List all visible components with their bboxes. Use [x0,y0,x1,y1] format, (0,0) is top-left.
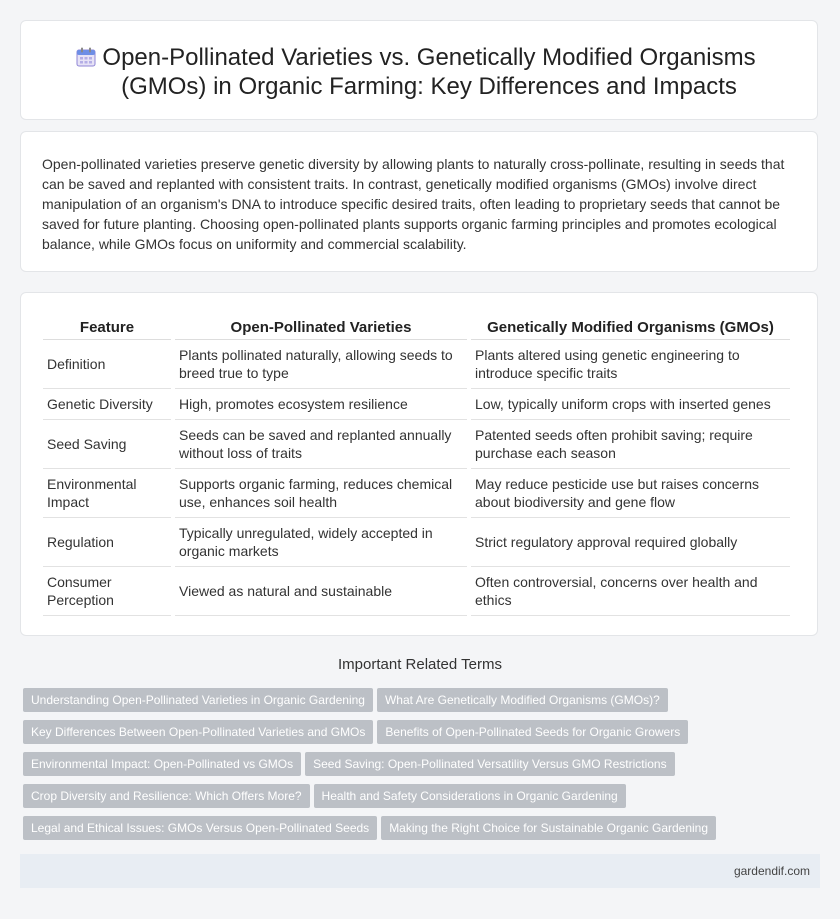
row-gmo-value: Low, typically uniform crops with inserted genes [471,389,790,420]
footer [20,854,820,888]
title-card [20,20,818,120]
row-feature: Definition [43,340,171,389]
row-gmo-value: Patented seeds often prohibit saving; require purchase each season [471,420,790,469]
table-row [43,469,790,518]
row-open-pollinated-value: Supports organic farming, reduces chemical use, enhances soil health [175,469,467,518]
related-terms-list [23,688,823,848]
table-row [43,420,790,469]
footer-site-link[interactable]: gardendif.com [733,864,810,878]
row-open-pollinated-value: Viewed as natural and sustainable [175,567,467,616]
related-term-link[interactable]: Legal and Ethical Issues: GMOs Versus Open-Pollinated Seeds [23,816,377,840]
table-row [43,518,790,567]
table-row [43,567,790,616]
row-gmo-value: Often controversial, concerns over health and ethics [471,567,790,616]
row-open-pollinated-value: High, promotes ecosystem resilience [175,389,467,420]
page-title: Open-Pollinated Varieties vs. Genetically Modified Organisms (GMOs) in Organic Farming: Key Differences and Impacts [102,44,756,100]
related-term-link[interactable]: Understanding Open-Pollinated Varieties in Organic Gardening [23,688,373,712]
related-term-link[interactable]: Environmental Impact: Open-Pollinated vs GMOs [23,752,301,776]
related-term-link[interactable]: Making the Right Choice for Sustainable Organic Gardening [381,816,716,840]
column-header-gmos: Genetically Modified Organisms (GMOs) [471,317,790,340]
row-open-pollinated-value: Plants pollinated naturally, allowing seeds to breed true to type [175,340,467,389]
column-header-open-pollinated: Open-Pollinated Varieties [175,317,467,340]
related-term-link[interactable]: Seed Saving: Open-Pollinated Versatility Versus GMO Restrictions [305,752,675,776]
table-row [43,389,790,420]
row-open-pollinated-value: Typically unregulated, widely accepted in organic markets [175,518,467,567]
row-feature: Environmental Impact [43,469,171,518]
related-terms-heading: Important Related Terms [338,656,502,673]
row-feature: Regulation [43,518,171,567]
intro-card [20,131,818,272]
row-feature: Genetic Diversity [43,389,171,420]
related-term-link[interactable]: Health and Safety Considerations in Organic Gardening [314,784,626,808]
intro-paragraph: Open-pollinated varieties preserve genetic diversity by allowing plants to naturally cross-pollinate, resulting in seeds that can be saved and replanted with consistent traits. In contrast, genetically modified organisms (GMOs) involve direct manipulation of an organism's DNA to introduce specific desired traits, often leading to proprietary seeds that cannot be saved for future planting. Choosing open-pollinated plants supports organic farming principles and promotes ecological balance, while GMOs focus on uniformity and commercial scalability. [42,156,785,252]
comparison-table-card [20,292,818,636]
row-gmo-value: May reduce pesticide use but raises concerns about biodiversity and gene flow [471,469,790,518]
related-term-link[interactable]: What Are Genetically Modified Organisms (GMOs)? [377,688,668,712]
row-gmo-value: Plants altered using genetic engineering to introduce specific traits [471,340,790,389]
row-gmo-value: Strict regulatory approval required globally [471,518,790,567]
table-header-row [43,317,790,340]
row-open-pollinated-value: Seeds can be saved and replanted annually without loss of traits [175,420,467,469]
row-feature: Seed Saving [43,420,171,469]
related-term-link[interactable]: Benefits of Open-Pollinated Seeds for Organic Growers [377,720,688,744]
related-term-link[interactable]: Crop Diversity and Resilience: Which Offers More? [23,784,310,808]
column-header-feature: Feature [43,317,171,340]
row-feature: Consumer Perception [43,567,171,616]
comparison-table [39,317,794,616]
related-term-link[interactable]: Key Differences Between Open-Pollinated Varieties and GMOs [23,720,373,744]
table-row [43,340,790,389]
